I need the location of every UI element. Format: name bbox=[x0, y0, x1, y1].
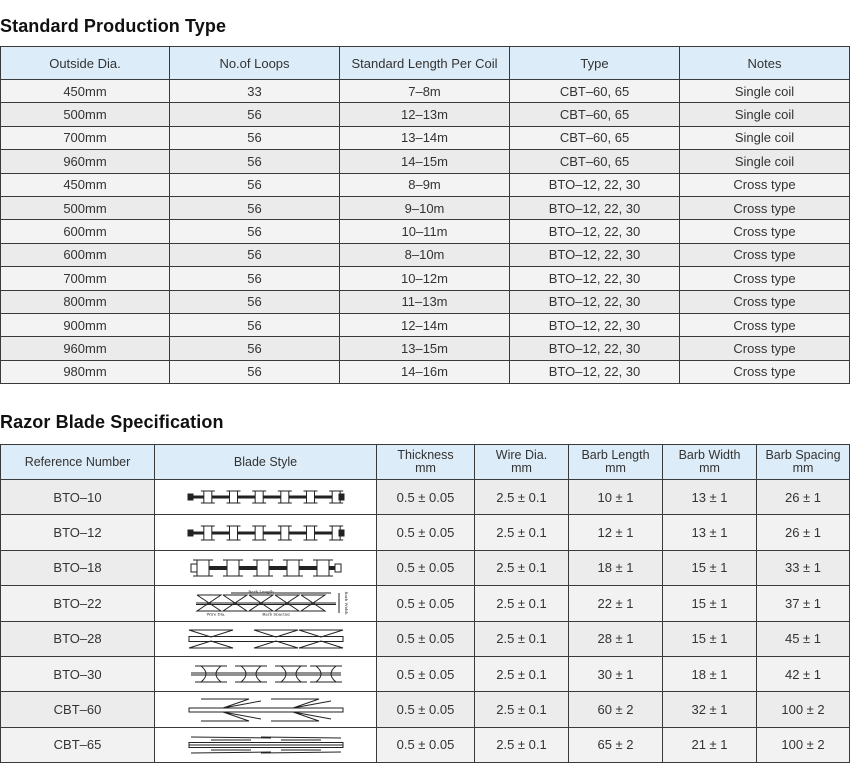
blade-style-bto12-drawing bbox=[181, 520, 351, 546]
cell-notes: Cross type bbox=[680, 360, 850, 383]
cell-reference-number: BTO–18 bbox=[1, 550, 155, 585]
diagram-label-barb-width: Barb Width bbox=[343, 591, 349, 615]
cell-outside-dia: 700mm bbox=[1, 126, 170, 149]
cell-barb-width: 13 ± 1 bbox=[663, 515, 757, 550]
cell-barb-spacing: 42 ± 1 bbox=[757, 656, 850, 691]
cell-outside-dia: 450mm bbox=[1, 173, 170, 196]
cell-barb-width: 18 ± 1 bbox=[663, 656, 757, 691]
cell-blade-style bbox=[155, 692, 377, 727]
cell-thickness: 0.5 ± 0.05 bbox=[377, 621, 475, 656]
table-row bbox=[1, 621, 850, 656]
cell-barb-spacing: 33 ± 1 bbox=[757, 550, 850, 585]
cell-blade-style bbox=[155, 480, 377, 515]
cell-notes: Single coil bbox=[680, 103, 850, 126]
cell-barb-spacing: 26 ± 1 bbox=[757, 480, 850, 515]
header-reference-number: Reference Number bbox=[1, 445, 155, 480]
cell-barb-width: 21 ± 1 bbox=[663, 727, 757, 762]
blade-style-bto18-drawing bbox=[181, 555, 351, 581]
cell-standard-length: 12–13m bbox=[340, 103, 510, 126]
table-row bbox=[1, 480, 850, 515]
cell-outside-dia: 900mm bbox=[1, 313, 170, 336]
cell-thickness: 0.5 ± 0.05 bbox=[377, 550, 475, 585]
cell-barb-length: 22 ± 1 bbox=[569, 586, 663, 621]
header-notes: Notes bbox=[680, 47, 850, 80]
cell-barb-length: 30 ± 1 bbox=[569, 656, 663, 691]
cell-no-of-loops: 56 bbox=[170, 360, 340, 383]
cell-notes: Single coil bbox=[680, 126, 850, 149]
cell-no-of-loops: 56 bbox=[170, 173, 340, 196]
cell-barb-spacing: 26 ± 1 bbox=[757, 515, 850, 550]
cell-blade-style bbox=[155, 656, 377, 691]
cell-barb-width: 15 ± 1 bbox=[663, 621, 757, 656]
cell-thickness: 0.5 ± 0.05 bbox=[377, 586, 475, 621]
table-header-row bbox=[1, 445, 850, 480]
table-row bbox=[1, 586, 850, 621]
table-row bbox=[1, 80, 850, 103]
cell-barb-length: 12 ± 1 bbox=[569, 515, 663, 550]
cell-type: BTO–12, 22, 30 bbox=[510, 173, 680, 196]
standard-production-title: Standard Production Type bbox=[0, 16, 227, 36]
cell-type: CBT–60, 65 bbox=[510, 126, 680, 149]
cell-type: BTO–12, 22, 30 bbox=[510, 267, 680, 290]
header-standard-length: Standard Length Per Coil bbox=[340, 47, 510, 80]
cell-reference-number: BTO–10 bbox=[1, 480, 155, 515]
cell-notes: Cross type bbox=[680, 313, 850, 336]
cell-wire-dia: 2.5 ± 0.1 bbox=[475, 586, 569, 621]
header-barb-spacing: Barb Spacing mm bbox=[757, 445, 850, 480]
cell-notes: Cross type bbox=[680, 196, 850, 219]
cell-no-of-loops: 56 bbox=[170, 313, 340, 336]
cell-blade-style bbox=[155, 550, 377, 585]
cell-barb-length: 60 ± 2 bbox=[569, 692, 663, 727]
cell-no-of-loops: 56 bbox=[170, 150, 340, 173]
cell-outside-dia: 500mm bbox=[1, 103, 170, 126]
blade-style-cbt65-drawing bbox=[181, 732, 351, 758]
cell-no-of-loops: 33 bbox=[170, 80, 340, 103]
cell-reference-number: CBT–60 bbox=[1, 692, 155, 727]
cell-type: CBT–60, 65 bbox=[510, 150, 680, 173]
cell-barb-length: 10 ± 1 bbox=[569, 480, 663, 515]
header-no-of-loops: No.of Loops bbox=[170, 47, 340, 80]
cell-type: BTO–12, 22, 30 bbox=[510, 243, 680, 266]
cell-standard-length: 13–15m bbox=[340, 337, 510, 360]
table-row bbox=[1, 267, 850, 290]
cell-thickness: 0.5 ± 0.05 bbox=[377, 480, 475, 515]
cell-notes: Single coil bbox=[680, 80, 850, 103]
standard-production-table bbox=[0, 46, 850, 384]
cell-outside-dia: 600mm bbox=[1, 220, 170, 243]
cell-no-of-loops: 56 bbox=[170, 290, 340, 313]
cell-notes: Single coil bbox=[680, 150, 850, 173]
table-row bbox=[1, 692, 850, 727]
cell-barb-length: 18 ± 1 bbox=[569, 550, 663, 585]
cell-standard-length: 10–12m bbox=[340, 267, 510, 290]
cell-notes: Cross type bbox=[680, 173, 850, 196]
blade-style-bto22-drawing bbox=[181, 590, 351, 616]
cell-no-of-loops: 56 bbox=[170, 196, 340, 219]
cell-barb-spacing: 45 ± 1 bbox=[757, 621, 850, 656]
cell-barb-width: 32 ± 1 bbox=[663, 692, 757, 727]
diagram-label-wire-dia: Wire Dia. bbox=[205, 611, 226, 617]
cell-standard-length: 8–9m bbox=[340, 173, 510, 196]
table-row bbox=[1, 337, 850, 360]
table-header-row bbox=[1, 47, 850, 80]
cell-type: BTO–12, 22, 30 bbox=[510, 220, 680, 243]
cell-barb-spacing: 100 ± 2 bbox=[757, 692, 850, 727]
cell-thickness: 0.5 ± 0.05 bbox=[377, 692, 475, 727]
cell-outside-dia: 450mm bbox=[1, 80, 170, 103]
table-row bbox=[1, 290, 850, 313]
header-blade-style: Blade Style bbox=[155, 445, 377, 480]
cell-standard-length: 10–11m bbox=[340, 220, 510, 243]
cell-notes: Cross type bbox=[680, 220, 850, 243]
cell-wire-dia: 2.5 ± 0.1 bbox=[475, 656, 569, 691]
cell-outside-dia: 700mm bbox=[1, 267, 170, 290]
cell-no-of-loops: 56 bbox=[170, 103, 340, 126]
cell-outside-dia: 960mm bbox=[1, 150, 170, 173]
header-type: Type bbox=[510, 47, 680, 80]
cell-standard-length: 12–14m bbox=[340, 313, 510, 336]
table-row bbox=[1, 220, 850, 243]
cell-barb-width: 15 ± 1 bbox=[663, 550, 757, 585]
cell-thickness: 0.5 ± 0.05 bbox=[377, 515, 475, 550]
blade-style-bto30-drawing bbox=[181, 661, 351, 687]
cell-wire-dia: 2.5 ± 0.1 bbox=[475, 480, 569, 515]
table-row bbox=[1, 126, 850, 149]
table-row bbox=[1, 150, 850, 173]
cell-notes: Cross type bbox=[680, 290, 850, 313]
cell-wire-dia: 2.5 ± 0.1 bbox=[475, 692, 569, 727]
cell-reference-number: BTO–22 bbox=[1, 586, 155, 621]
table-row bbox=[1, 550, 850, 585]
cell-wire-dia: 2.5 ± 0.1 bbox=[475, 621, 569, 656]
cell-no-of-loops: 56 bbox=[170, 267, 340, 290]
table-row bbox=[1, 656, 850, 691]
cell-reference-number: BTO–30 bbox=[1, 656, 155, 691]
cell-standard-length: 8–10m bbox=[340, 243, 510, 266]
cell-wire-dia: 2.5 ± 0.1 bbox=[475, 550, 569, 585]
cell-type: BTO–12, 22, 30 bbox=[510, 196, 680, 219]
cell-wire-dia: 2.5 ± 0.1 bbox=[475, 727, 569, 762]
cell-standard-length: 9–10m bbox=[340, 196, 510, 219]
cell-type: CBT–60, 65 bbox=[510, 80, 680, 103]
diagram-label-barb-spacing: Barb Spacing bbox=[261, 611, 290, 617]
cell-thickness: 0.5 ± 0.05 bbox=[377, 727, 475, 762]
cell-blade-style bbox=[155, 586, 377, 621]
cell-barb-width: 13 ± 1 bbox=[663, 480, 757, 515]
blade-style-bto28-drawing bbox=[181, 626, 351, 652]
cell-type: BTO–12, 22, 30 bbox=[510, 337, 680, 360]
cell-outside-dia: 800mm bbox=[1, 290, 170, 313]
header-thickness: Thickness mm bbox=[377, 445, 475, 480]
cell-reference-number: CBT–65 bbox=[1, 727, 155, 762]
cell-thickness: 0.5 ± 0.05 bbox=[377, 656, 475, 691]
cell-standard-length: 14–15m bbox=[340, 150, 510, 173]
table-row bbox=[1, 243, 850, 266]
cell-type: CBT–60, 65 bbox=[510, 103, 680, 126]
blade-style-bto10-drawing bbox=[181, 484, 351, 510]
cell-type: BTO–12, 22, 30 bbox=[510, 313, 680, 336]
cell-standard-length: 14–16m bbox=[340, 360, 510, 383]
razor-blade-title: Razor Blade Specification bbox=[0, 412, 224, 432]
table-row bbox=[1, 173, 850, 196]
razor-blade-table bbox=[0, 444, 850, 763]
cell-blade-style bbox=[155, 621, 377, 656]
table-row bbox=[1, 196, 850, 219]
cell-outside-dia: 960mm bbox=[1, 337, 170, 360]
table-row bbox=[1, 727, 850, 762]
table-row bbox=[1, 103, 850, 126]
cell-outside-dia: 600mm bbox=[1, 243, 170, 266]
cell-barb-spacing: 37 ± 1 bbox=[757, 586, 850, 621]
header-barb-width: Barb Width mm bbox=[663, 445, 757, 480]
cell-type: BTO–12, 22, 30 bbox=[510, 360, 680, 383]
cell-blade-style bbox=[155, 515, 377, 550]
table-row bbox=[1, 515, 850, 550]
cell-no-of-loops: 56 bbox=[170, 126, 340, 149]
header-wire-dia: Wire Dia. mm bbox=[475, 445, 569, 480]
header-barb-length: Barb Length mm bbox=[569, 445, 663, 480]
cell-barb-spacing: 100 ± 2 bbox=[757, 727, 850, 762]
cell-no-of-loops: 56 bbox=[170, 243, 340, 266]
table-row bbox=[1, 360, 850, 383]
cell-standard-length: 7–8m bbox=[340, 80, 510, 103]
cell-standard-length: 13–14m bbox=[340, 126, 510, 149]
cell-barb-width: 15 ± 1 bbox=[663, 586, 757, 621]
cell-no-of-loops: 56 bbox=[170, 220, 340, 243]
cell-barb-length: 28 ± 1 bbox=[569, 621, 663, 656]
blade-style-cbt60-drawing bbox=[181, 697, 351, 723]
cell-notes: Cross type bbox=[680, 243, 850, 266]
cell-outside-dia: 980mm bbox=[1, 360, 170, 383]
cell-reference-number: BTO–28 bbox=[1, 621, 155, 656]
cell-no-of-loops: 56 bbox=[170, 337, 340, 360]
cell-notes: Cross type bbox=[680, 337, 850, 360]
cell-wire-dia: 2.5 ± 0.1 bbox=[475, 515, 569, 550]
diagram-label-barb-length: Barb Length bbox=[247, 590, 274, 595]
cell-standard-length: 11–13m bbox=[340, 290, 510, 313]
cell-outside-dia: 500mm bbox=[1, 196, 170, 219]
table-row bbox=[1, 313, 850, 336]
cell-barb-length: 65 ± 2 bbox=[569, 727, 663, 762]
cell-reference-number: BTO–12 bbox=[1, 515, 155, 550]
cell-blade-style bbox=[155, 727, 377, 762]
header-outside-dia: Outside Dia. bbox=[1, 47, 170, 80]
cell-type: BTO–12, 22, 30 bbox=[510, 290, 680, 313]
cell-notes: Cross type bbox=[680, 267, 850, 290]
